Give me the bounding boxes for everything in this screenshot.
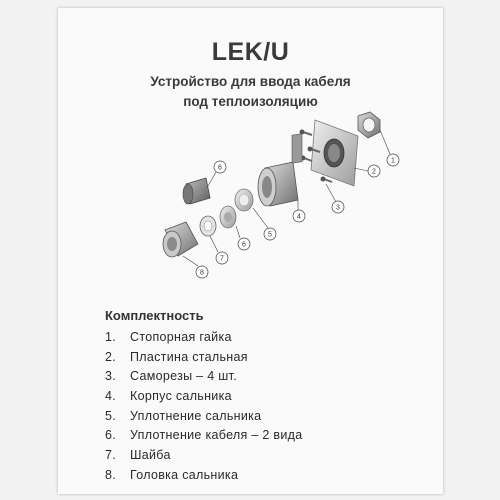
list-item-text: Шайба bbox=[130, 448, 171, 463]
svg-text:6: 6 bbox=[242, 241, 246, 249]
list-item bbox=[105, 348, 302, 368]
list-item-number: 3. bbox=[105, 369, 117, 384]
list-item bbox=[105, 328, 302, 348]
list-item-text: Пластина стальная bbox=[130, 349, 248, 364]
callout-5 bbox=[264, 228, 276, 240]
list-item-number: 4. bbox=[105, 389, 117, 404]
svg-text:6: 6 bbox=[218, 164, 222, 172]
contents-heading: Комплектность bbox=[105, 308, 204, 323]
list-item bbox=[105, 426, 302, 446]
callout-7 bbox=[216, 252, 228, 264]
gland-body-part bbox=[258, 134, 302, 206]
callout-1 bbox=[387, 154, 399, 166]
gland-head-part bbox=[163, 222, 198, 257]
svg-text:8: 8 bbox=[200, 269, 204, 277]
callout-3 bbox=[332, 201, 344, 213]
list-item bbox=[105, 446, 302, 466]
svg-text:4: 4 bbox=[297, 213, 301, 221]
list-item bbox=[105, 387, 302, 407]
callout-6-upper bbox=[214, 161, 226, 173]
steel-plate-part bbox=[311, 120, 358, 186]
document-subtitle-line2: под теплоизоляцию bbox=[183, 94, 318, 109]
gland-seal-part bbox=[235, 189, 253, 211]
washer-part bbox=[200, 216, 216, 236]
svg-text:7: 7 bbox=[220, 255, 224, 263]
list-item-text: Головка сальника bbox=[130, 467, 239, 482]
callout-8 bbox=[196, 266, 208, 278]
svg-text:2: 2 bbox=[372, 168, 376, 176]
list-item-number: 6. bbox=[105, 428, 117, 443]
list-item-number: 7. bbox=[105, 448, 117, 463]
list-item-text: Саморезы – 4 шт. bbox=[130, 369, 237, 384]
contents-list bbox=[105, 328, 302, 486]
list-item bbox=[105, 407, 302, 427]
callout-2 bbox=[368, 165, 380, 177]
list-item-number: 5. bbox=[105, 408, 117, 423]
svg-text:1: 1 bbox=[391, 157, 395, 165]
svg-text:3: 3 bbox=[336, 204, 340, 212]
svg-text:5: 5 bbox=[268, 231, 272, 239]
list-item bbox=[105, 466, 302, 486]
cable-seal-lower-part bbox=[220, 206, 236, 228]
callout-6-lower bbox=[238, 238, 250, 250]
list-item bbox=[105, 367, 302, 387]
list-item-number: 1. bbox=[105, 330, 117, 344]
instruction-sheet bbox=[58, 8, 443, 494]
list-item-text: Уплотнение кабеля – 2 вида bbox=[130, 428, 303, 443]
list-item-text: Уплотнение сальника bbox=[130, 408, 262, 423]
cable-seal-upper-part bbox=[183, 178, 210, 204]
document-subtitle-line1: Устройство для ввода кабеля bbox=[150, 74, 351, 89]
document-title: LEK/U bbox=[211, 38, 290, 66]
lock-nut-part bbox=[358, 112, 380, 138]
list-item-text: Стопорная гайка bbox=[130, 330, 232, 344]
list-item-number: 2. bbox=[105, 349, 117, 364]
list-item-text: Корпус сальника bbox=[130, 389, 232, 404]
list-item-number: 8. bbox=[105, 467, 117, 482]
callout-4 bbox=[293, 210, 305, 222]
